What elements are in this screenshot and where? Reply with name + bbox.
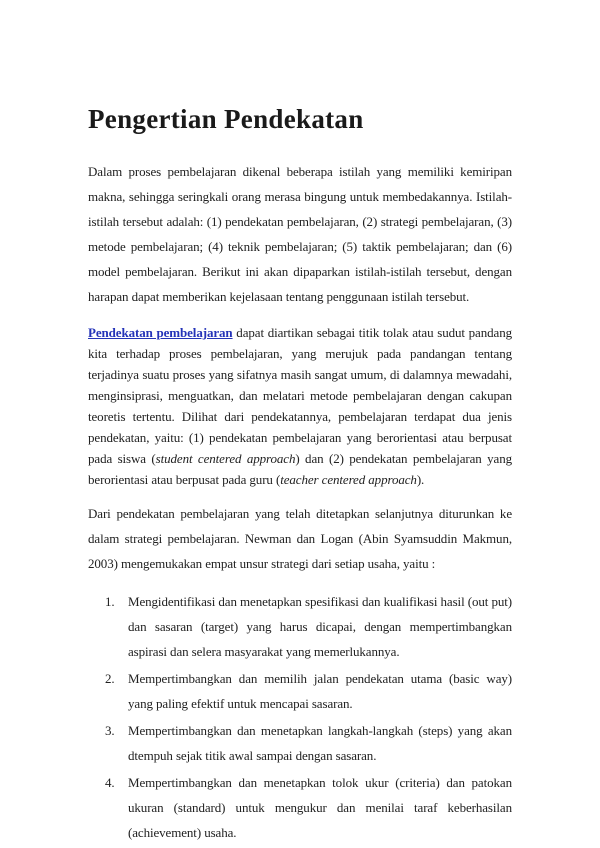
paragraph-intro: Dalam proses pembelajaran dikenal beberapa istilah yang memiliki kemiripan makna, sehingga seringkali orang merasa bingung untuk membedakannya. Istilah-istilah tersebut adalah: (1) pendekatan pembelajaran, (2) strategi pembelajaran, (3) metode pembelajaran; (4) teknik pembelajaran; (5) taktik pembelajaran; dan (6) model pembelajaran. Berikut ini akan dipaparkan istilah-istilah tersebut, dengan harapan dapat memberikan kejelasaan tentang penggunaan istilah tersebut. (88, 164, 512, 304)
document-title: Pengertian Pendekatan (88, 104, 364, 134)
student-centered-approach-italic: student centered approach (155, 451, 296, 466)
pendekatan-pembelajaran-link[interactable]: Pendekatan pembelajaran (88, 325, 233, 340)
paragraph-strategi: Dari pendekatan pembelajaran yang telah ditetapkan selanjutnya diturunkan ke dalam strategi pembelajaran. Newman dan Logan (Abin Syamsuddin Makmun, 2003) mengemukakan empat unsur strategi dari setiap usaha, yaitu : (88, 506, 512, 571)
paragraph-pendekatan-run1: dapat diartikan sebagai titik tolak atau sudut pandang kita terhadap proses pembelajaran, yang merujuk pada pandangan tentang terjadinya suatu proses yang sifatnya masih sangat umum, di dalamnya mewadahi, menginsiprasi, menguatkan, dan melatari metode pembelajaran dengan cakupan teoretis tertentu. Dilihat dari pendekatannya, pembelajaran terdapat dua jenis pendekatan, yaitu: (1) pendekatan pembelajaran yang berorientasi atau berpusat pada siswa ( (88, 325, 512, 466)
list-item-4-number: 4. (105, 775, 115, 790)
list-item-4-text: Mempertimbangkan dan menetapkan tolok ukur (criteria) dan patokan ukuran (standard) untuk mengukur dan menilai taraf keberhasilan (achievement) usaha. (128, 775, 512, 840)
list-item-1-number: 1. (105, 594, 115, 609)
paragraph-pendekatan-run3: ). (416, 472, 425, 487)
paragraph-pendekatan-run2: ) dan (2) pendekatan pembelajaran yang berorientasi atau berpusat pada guru ( (88, 451, 513, 487)
list-item-4 (88, 770, 512, 845)
list-item-3-number: 3. (105, 723, 115, 738)
list-item-2-text: Mempertimbangkan dan memilih jalan pendekatan utama (basic way) yang paling efektif untuk mencapai sasaran. (128, 671, 512, 711)
list-item-2 (88, 666, 512, 716)
teacher-centered-approach-italic: teacher centered approach (280, 472, 417, 487)
list-item-3 (88, 718, 512, 768)
list-item-1-text: Mengidentifikasi dan menetapkan spesifikasi dan kualifikasi hasil (out put) dan sasaran (target) yang harus dicapai, dengan mempertimbangkan aspirasi dan selera masyarakat yang memerlukannya. (128, 594, 512, 659)
list-item-2-number: 2. (105, 671, 115, 686)
list-item-1 (88, 589, 512, 664)
paragraph-pendekatan (88, 322, 512, 490)
list-item-3-text: Mempertimbangkan dan menetapkan langkah-langkah (steps) yang akan dtempuh sejak titik awal sampai dengan sasaran. (128, 723, 512, 763)
strategy-list (88, 589, 512, 845)
